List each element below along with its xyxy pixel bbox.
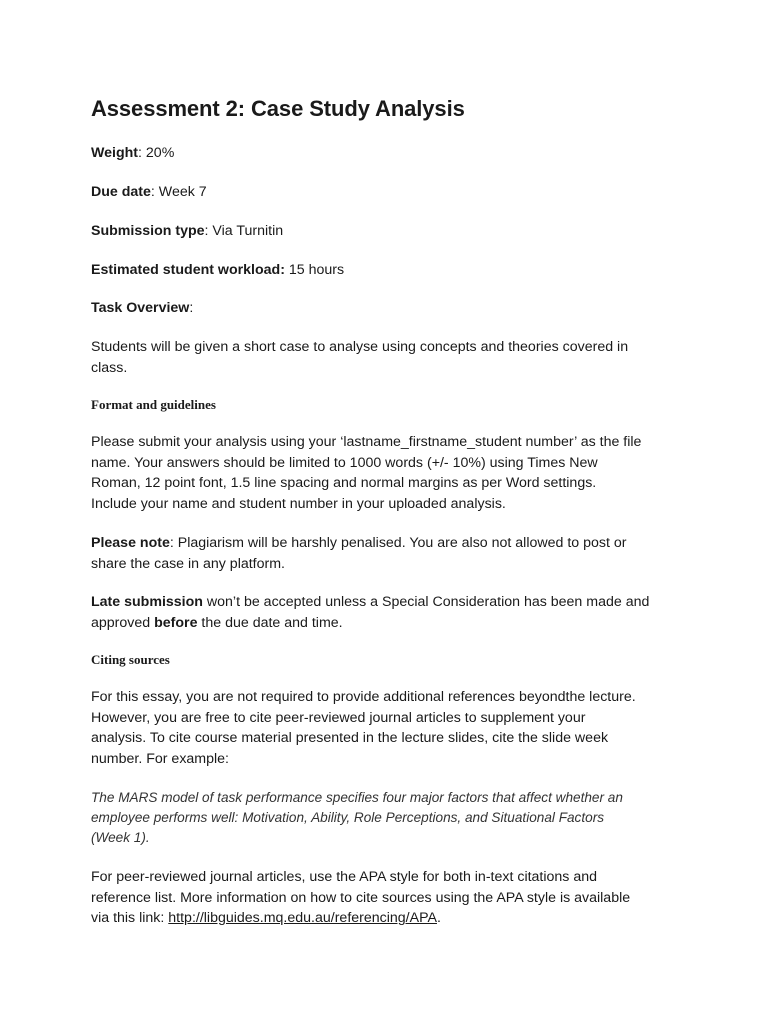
workload-line [91, 260, 344, 281]
weight-label: Weight [91, 145, 139, 161]
submission-type-label: Submission type [91, 223, 205, 239]
task-overview-label: Task Overview [91, 300, 190, 316]
example-line-3: (Week 1). [91, 829, 150, 845]
late-line-2-end: the due date and time. [197, 614, 343, 631]
due-date-label: Due date [91, 184, 151, 200]
please-note-label: Please note [91, 535, 170, 551]
citing-line-3: analysis. To cite course material presented in the lecture slides, cite the slide week [91, 730, 609, 747]
weight-value: : 20% [138, 145, 175, 161]
workload-value: 15 hours [284, 262, 345, 278]
citing-line-4: number. For example: [91, 750, 229, 767]
note-line-2: share the case in any platform. [91, 555, 285, 572]
apa-referencing-link[interactable]: http://libguides.mq.edu.au/referencing/APA [168, 910, 437, 927]
apa-line-3-end: . [436, 910, 441, 927]
format-line-4: Include your name and student number in your uploaded analysis. [91, 495, 506, 512]
example-citation-paragraph [91, 788, 681, 847]
format-line-2: name. Your answers should be limited to 1000 words (+/- 10%) using Times New [91, 454, 598, 471]
late-submission-label: Late submission [91, 594, 203, 610]
note-line-1-text: : Plagiarism will be harshly penalised. You are also not allowed to post or [169, 535, 627, 551]
task-overview-heading [91, 298, 193, 319]
due-date-value: : Week 7 [150, 184, 207, 200]
due-date-line [91, 182, 207, 203]
task-overview-colon: : [189, 300, 194, 316]
apa-line-2: reference list. More information on how to cite sources using the APA style is available [91, 889, 631, 906]
citing-paragraph [91, 687, 681, 769]
citing-line-2: However, you are free to cite peer-reviewed journal articles to supplement your [91, 709, 586, 726]
late-line-2 [91, 613, 681, 634]
apa-line-3-start: via this link: [91, 910, 169, 927]
late-before-bold: before [154, 614, 198, 631]
late-line-1-text: won’t be accepted unless a Special Consideration has been made and [202, 594, 650, 610]
late-line-1 [91, 592, 681, 613]
late-submission-paragraph [91, 592, 681, 633]
overview-line-1: Students will be given a short case to analyse using concepts and theories covered in [91, 339, 629, 355]
apa-line-3 [91, 908, 681, 929]
overview-paragraph [91, 337, 681, 378]
submission-type-line [91, 221, 283, 242]
citing-sources-heading: Citing sources [91, 652, 170, 667]
please-note-paragraph [91, 533, 681, 574]
format-heading: Format and guidelines [91, 397, 216, 412]
apa-line-1: For peer-reviewed journal articles, use the APA style for both in-text citations and [91, 869, 598, 885]
overview-line-2: class. [91, 359, 128, 376]
format-line-3: Roman, 12 point font, 1.5 line spacing and normal margins as per Word settings. [91, 475, 597, 492]
citing-line-1: For this essay, you are not required to provide additional references beyondthe lecture. [91, 689, 636, 705]
format-line-1: Please submit your analysis using your ‘lastname_firstname_student number’ as the file [91, 434, 642, 450]
example-line-1: The MARS model of task performance specifies four major factors that affect whether an [91, 790, 623, 805]
note-line-1 [91, 533, 681, 554]
submission-type-value: : Via Turnitin [204, 223, 284, 239]
example-line-2: employee performs well: Motivation, Ability, Role Perceptions, and Situational Factors [91, 809, 605, 825]
weight-line [91, 143, 174, 164]
format-paragraph [91, 432, 681, 514]
apa-paragraph [91, 867, 681, 929]
late-line-2-start: approved [91, 614, 155, 631]
workload-label: Estimated student workload: [91, 262, 285, 278]
page-title: Assessment 2: Case Study Analysis [91, 96, 465, 121]
